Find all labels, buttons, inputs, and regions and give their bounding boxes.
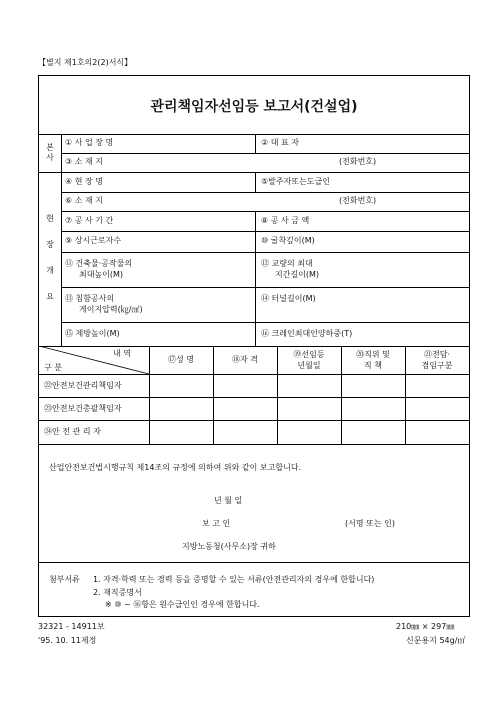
col-dual-1: ㉑전담· xyxy=(424,350,450,359)
caisson-label-2: 게이지압력(㎏/㎠) xyxy=(79,305,143,314)
col-date-2: 년월일 xyxy=(297,361,321,370)
crane-label: ⑯ 크레인최대인양하중(T) xyxy=(261,329,353,338)
footer-size: 210㎜ × 297㎜ xyxy=(396,622,455,631)
caisson-label-1: ⑬ 침함공사의 xyxy=(65,294,115,303)
reporter-label: 보 고 인 xyxy=(202,519,231,528)
col-name: ⑰성 명 xyxy=(168,355,194,364)
declaration-date: 년 월 일 xyxy=(214,496,243,505)
table-header-item: 내 역 xyxy=(113,349,131,358)
report-form xyxy=(38,75,470,617)
building-height-label-2: 최대높이(M) xyxy=(79,270,124,279)
declaration-statement: 산업안전보건법시행규칙 제14조의 규정에 의하여 위와 같이 보고합니다. xyxy=(49,463,302,472)
footer-enacted: '95. 10. 11제정 xyxy=(38,636,97,645)
company-name-label: ① 사 업 장 명 xyxy=(65,138,114,147)
form-number: 【별지 제1호의2(2)서식】 xyxy=(38,58,133,67)
hq-phone-label: (전화번호) xyxy=(339,157,377,166)
bridge-label-1: ⑫ 교량의 최대 xyxy=(261,259,313,268)
period-label: ⑦ 공 사 기 간 xyxy=(65,216,114,225)
recipient-label: 지방노동청(사무소)장 귀하 xyxy=(182,542,276,551)
dike-label: ⑮ 제방높이(M) xyxy=(65,329,120,338)
tunnel-label: ⑭ 터널길이(M) xyxy=(261,294,316,303)
signature-label: (서명 또는 인) xyxy=(345,519,395,528)
amount-label: ⑧ 공 사 금 액 xyxy=(261,216,310,225)
building-height-label-1: ⑪ 건축물·공작물의 xyxy=(65,259,133,268)
excavation-label: ⑩ 굴착깊이(M) xyxy=(261,236,315,245)
table-header-category: 구 분 xyxy=(44,363,62,372)
hq-address-label: ③ 소 재 지 xyxy=(65,157,103,166)
col-position-2: 직 책 xyxy=(364,361,382,370)
bridge-label-2: 지간길이(M) xyxy=(275,270,320,279)
hq-label: 본 사 xyxy=(46,143,54,162)
site-name-label: ④ 현 장 명 xyxy=(65,177,103,186)
site-label: 현 장 개 요 xyxy=(46,214,54,301)
contractor-label: ⑤발주자또는도급인 xyxy=(261,177,330,186)
site-phone-label: (전화번호) xyxy=(339,196,377,205)
attachment-note: ※ ⑩ ~ ⑯항은 원수급인인 경우에 한합니다. xyxy=(105,600,260,609)
col-qualification: ⑱자 격 xyxy=(232,355,258,364)
footer-paper: 신문용지 54g/㎡ xyxy=(406,636,466,645)
site-address-label: ⑥ 소 재 지 xyxy=(65,196,103,205)
footer-code: 32321 - 14911보 xyxy=(38,622,105,631)
col-dual-2: 겸임구분 xyxy=(421,361,453,370)
row-label-safety: ㉔안 전 관 리 자 xyxy=(44,427,101,436)
row-label-general: ㉓안전보건총괄책임자 xyxy=(44,404,122,413)
col-position-1: ⑳직위 및 xyxy=(356,350,390,359)
representative-label: ② 대 표 자 xyxy=(261,138,299,147)
workers-label: ⑨ 상시근로자수 xyxy=(65,236,122,245)
col-date-1: ⑲선임등 xyxy=(293,350,325,359)
form-title: 관리책임자선임등 보고서(건설업) xyxy=(150,99,358,115)
attachments-label: 첨부서류 xyxy=(49,575,80,584)
attachment-item-2: 2. 재직증명서 xyxy=(93,588,142,597)
attachment-item-1: 1. 자격·학력 또는 경력 등을 증명할 수 있는 서류(안전관리자의 경우에 한합니다) xyxy=(93,575,375,584)
row-label-chief: ㉒안전보건관리책임자 xyxy=(44,381,122,390)
